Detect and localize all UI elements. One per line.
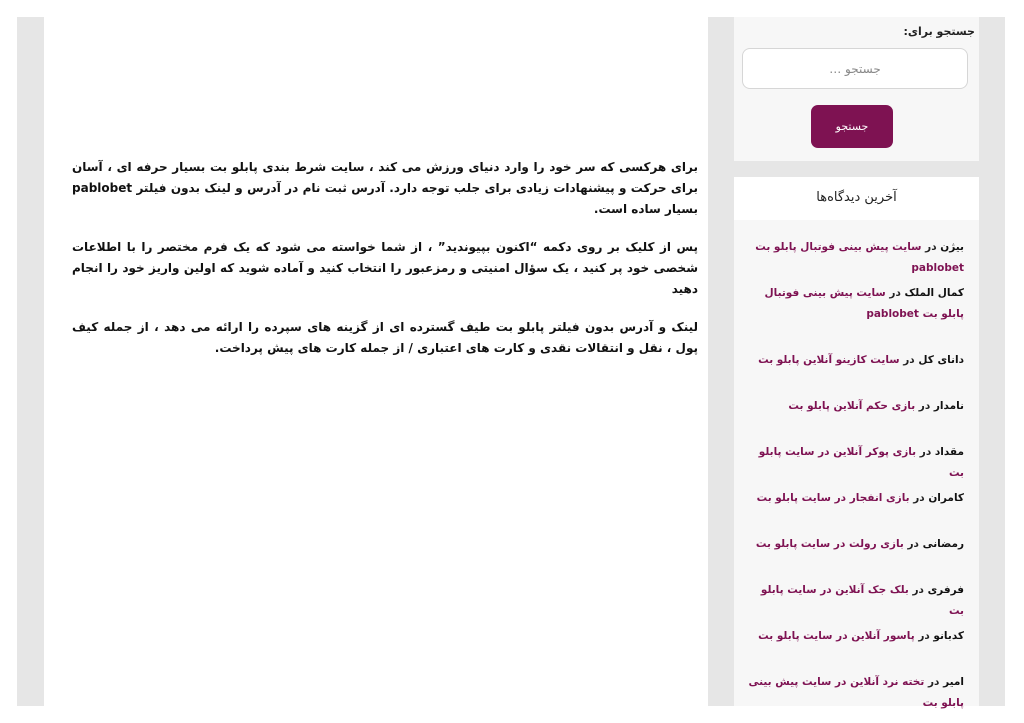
comment-post-link[interactable]: بازی رولت در سایت پابلو بت [755, 538, 904, 550]
search-button[interactable]: جستجو [811, 105, 893, 148]
comment-author: کامران [928, 492, 964, 504]
comment-author: امیر [943, 676, 964, 688]
comment-connector: در [912, 584, 924, 596]
comment-post-link[interactable]: بلک جک آنلاین در سایت پابلو بت [760, 584, 964, 617]
comment-author: نامدار [933, 400, 964, 412]
comment-author: کدبانو [933, 630, 964, 642]
comment-item [744, 396, 964, 417]
comment-item [744, 283, 964, 325]
comment-post-link[interactable]: بازی پوکر آنلاین در سایت پابلو بت [758, 446, 964, 479]
comment-author: دانای کل [918, 354, 964, 366]
article-paragraph-1: برای هرکسی که سر خود را وارد دنیای ورزش می کند ، سایت شرط بندی پابلو بت بسیار حرفه ای ، آسان برای حرکت و پیشنهادات زیادی برای جلب توجه دارد. آدرس ثبت نام در آدرس و لینک بدون فیلتر pablobet بسیار ساده است. [72, 160, 698, 216]
article-paragraph-2: پس از کلیک بر روی دکمه “اکنون بپیوندید” ، از شما خواسته می شود که یک فرم مختصر را با اطلاعات شخصی خود پر کنید ، یک سؤال امنیتی و رمزعبور را انتخاب کنید و آماده شوید که اولین واریز خود را انجام دهید [72, 240, 698, 296]
main-content [44, 17, 708, 706]
comment-author: کمال الملک [904, 287, 964, 299]
search-label: جستجو برای: [903, 25, 975, 38]
recent-comments-title: آخرین دیدگاه‌ها [734, 177, 979, 220]
sidebar [734, 17, 979, 709]
comment-item [744, 442, 964, 484]
comment-post-link[interactable]: پاسور آنلاین در سایت پابلو بت [758, 630, 915, 642]
widget-divider [734, 161, 979, 177]
comment-item [744, 672, 964, 714]
page-frame-left [17, 17, 44, 706]
comment-item [744, 237, 964, 279]
comment-connector: در [927, 676, 940, 688]
comment-item [744, 580, 964, 622]
comment-item [744, 626, 964, 647]
search-input[interactable] [742, 48, 968, 89]
comment-item [744, 488, 964, 509]
comment-connector: در [903, 354, 915, 366]
comment-author: فرفری [927, 584, 964, 596]
comment-author: بیژن [940, 241, 964, 253]
article-body [72, 157, 698, 376]
comment-connector: در [889, 287, 901, 299]
comment-connector: در [918, 400, 931, 412]
comment-connector: در [907, 538, 919, 550]
comment-author: مقداد [934, 446, 964, 458]
comment-post-link[interactable]: سایت کازینو آنلاین پابلو بت [758, 354, 900, 366]
comment-item [744, 534, 964, 555]
search-widget [734, 17, 979, 161]
comment-connector: در [913, 492, 925, 504]
comment-connector: در [925, 241, 937, 253]
comment-author: رمضانی [922, 538, 964, 550]
comment-post-link[interactable]: بازی انفجار در سایت پابلو بت [756, 492, 910, 504]
comment-connector: در [918, 630, 930, 642]
comment-item [744, 350, 964, 371]
comment-post-link[interactable]: تخته نرد آنلاین در سایت پیش بینی پابلو بت [748, 676, 964, 709]
page-frame-right [979, 17, 1005, 706]
comment-post-link[interactable]: سایت پیش بینی فوتبال پابلو بت pablobet [764, 287, 964, 320]
comment-post-link[interactable]: بازی حکم آنلاین پابلو بت [788, 400, 916, 412]
article-paragraph-3: لینک و آدرس بدون فیلتر پابلو بت طیف گسترده ای از گزینه های سپرده را ارائه می دهد ، از جمله کیف پول ، نقل و انتقالات نقدی و کارت های اعتباری / از جمله کارت های پیش پرداخت. [72, 320, 698, 355]
comment-connector: در [919, 446, 932, 458]
comment-post-link[interactable]: سایت پیش بینی فوتبال پابلو بت pablobet [755, 241, 964, 274]
recent-comments-list [734, 220, 979, 709]
page-frame-gutter [708, 17, 734, 706]
